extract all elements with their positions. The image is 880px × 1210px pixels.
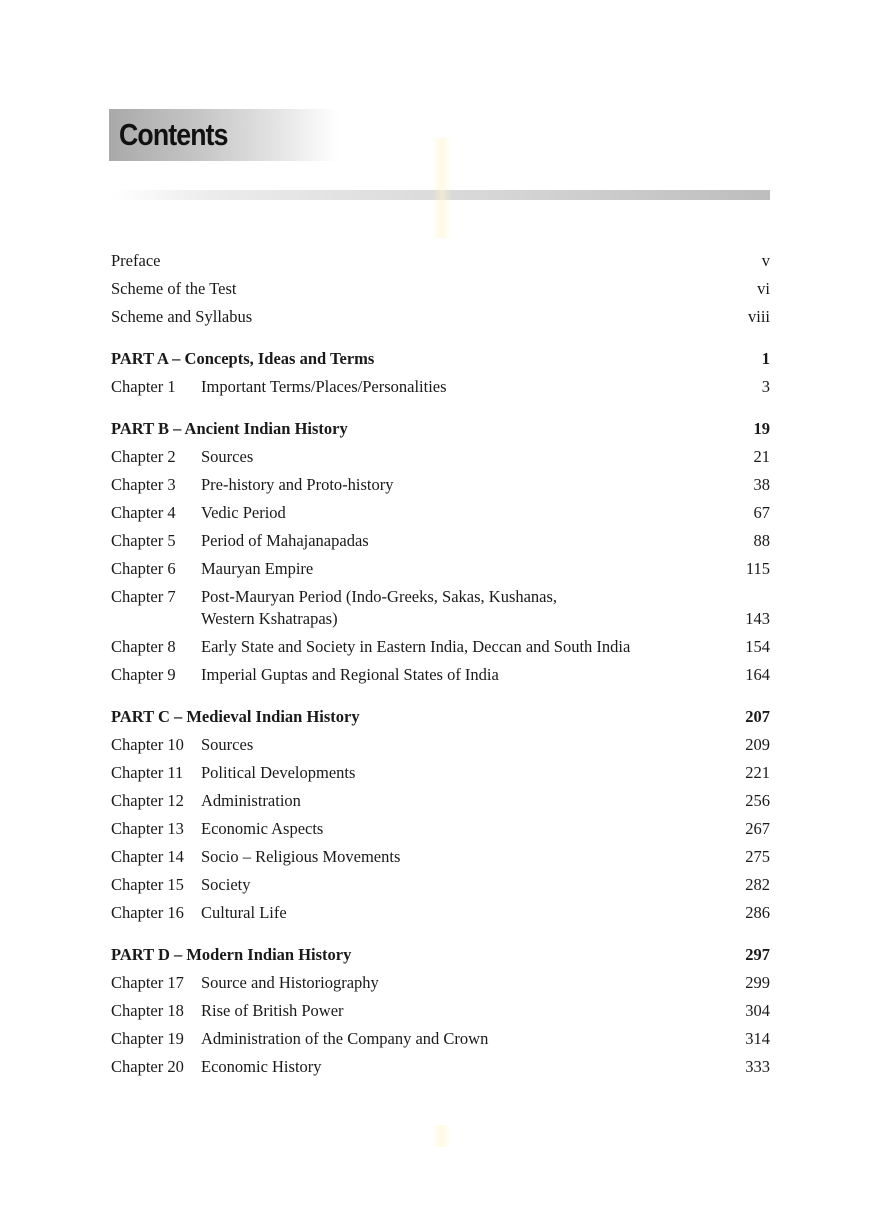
- page-number: 282: [745, 875, 770, 894]
- chapter-label: Chapter 3: [111, 475, 176, 494]
- toc-chapter-17[interactable]: [111, 969, 770, 997]
- scan-mark: [432, 138, 452, 238]
- page-number: 333: [745, 1057, 770, 1076]
- page-number: v: [761, 251, 770, 270]
- chapter-title: Sources: [201, 447, 254, 466]
- toc-chapter-13[interactable]: [111, 815, 770, 843]
- page-number: 38: [753, 475, 770, 494]
- chapter-title: Mauryan Empire: [201, 559, 314, 578]
- page-number: 209: [745, 735, 770, 754]
- page-number: 88: [753, 531, 770, 550]
- entry-title: Scheme and Syllabus: [111, 307, 253, 326]
- chapter-title: Early State and Society in Eastern India, Deccan and South India: [201, 637, 631, 656]
- toc-part-b[interactable]: [111, 415, 770, 443]
- page-number: 21: [753, 447, 770, 466]
- toc-chapter-6[interactable]: [111, 555, 770, 583]
- chapter-label: Chapter 8: [111, 637, 176, 656]
- part-title: PART A – Concepts, Ideas and Terms: [111, 349, 375, 368]
- part-title: PART C – Medieval Indian History: [111, 707, 360, 726]
- chapter-title: Cultural Life: [201, 903, 287, 922]
- chapter-title: Socio – Religious Movements: [201, 847, 401, 866]
- page-number: 67: [753, 503, 770, 522]
- chapter-label: Chapter 4: [111, 503, 176, 522]
- chapter-label: Chapter 19: [111, 1029, 184, 1048]
- chapter-title: Imperial Guptas and Regional States of India: [201, 665, 499, 684]
- toc-part-d[interactable]: [111, 941, 770, 969]
- page-number: 115: [745, 559, 770, 578]
- chapter-title: Period of Mahajanapadas: [201, 531, 369, 550]
- chapter-label: Chapter 6: [111, 559, 176, 578]
- chapter-title: Important Terms/Places/Personalities: [201, 377, 447, 396]
- chapter-label: Chapter 14: [111, 847, 184, 866]
- toc-chapter-18[interactable]: [111, 997, 770, 1025]
- chapter-label: Chapter 16: [111, 903, 184, 922]
- part-title: PART D – Modern Indian History: [111, 945, 352, 964]
- scan-mark-bottom: [432, 1125, 452, 1147]
- page-number: 286: [745, 903, 770, 922]
- page-number: vi: [757, 279, 770, 298]
- page-number: viii: [747, 307, 770, 326]
- toc-chapter-1[interactable]: [111, 373, 770, 401]
- toc-part-c[interactable]: [111, 703, 770, 731]
- chapter-label: Chapter 9: [111, 665, 176, 684]
- chapter-title: Political Developments: [201, 763, 356, 782]
- page-number: 297: [745, 945, 770, 964]
- toc-chapter-10[interactable]: [111, 731, 770, 759]
- toc-chapter-3[interactable]: [111, 471, 770, 499]
- chapter-label: Chapter 18: [111, 1001, 184, 1020]
- toc-chapter-16[interactable]: [111, 899, 770, 927]
- chapter-title: Society: [201, 875, 251, 894]
- page-number: 314: [745, 1029, 770, 1048]
- entry-title: Scheme of the Test: [111, 279, 237, 298]
- page-number: 304: [745, 1001, 770, 1020]
- toc-chapter-5[interactable]: [111, 527, 770, 555]
- chapter-title: Administration: [201, 791, 301, 810]
- chapter-title-line-2: Western Kshatrapas): [201, 609, 338, 628]
- page-number: 299: [745, 973, 770, 992]
- page-number: 19: [753, 419, 770, 438]
- chapter-title: Rise of British Power: [201, 1001, 344, 1020]
- chapter-title: Administration of the Company and Crown: [201, 1029, 489, 1048]
- chapter-title: Sources: [201, 735, 254, 754]
- chapter-label: Chapter 17: [111, 973, 184, 992]
- toc-entry-preface[interactable]: [111, 247, 770, 275]
- page-number: 1: [761, 349, 770, 368]
- chapter-title: Pre-history and Proto-history: [201, 475, 394, 494]
- page-number: 154: [745, 637, 770, 656]
- page-number: 256: [745, 791, 770, 810]
- chapter-title: Vedic Period: [201, 503, 286, 522]
- page-number: 164: [745, 665, 770, 684]
- chapter-label: Chapter 15: [111, 875, 184, 894]
- chapter-label: Chapter 11: [111, 763, 184, 782]
- chapter-title: [111, 586, 681, 630]
- page-number: 221: [745, 763, 770, 782]
- chapter-label: Chapter 1: [111, 377, 176, 396]
- chapter-label: Chapter 13: [111, 819, 184, 838]
- toc-chapter-7[interactable]: [111, 583, 770, 633]
- page-number: 267: [745, 819, 770, 838]
- toc-chapter-20[interactable]: [111, 1053, 770, 1081]
- chapter-label: Chapter 10: [111, 735, 184, 754]
- toc-chapter-15[interactable]: [111, 871, 770, 899]
- toc-chapter-11[interactable]: [111, 759, 770, 787]
- chapter-label: Chapter 5: [111, 531, 176, 550]
- page-number: 275: [745, 847, 770, 866]
- table-of-contents: [111, 247, 770, 1081]
- toc-chapter-19[interactable]: [111, 1025, 770, 1053]
- part-title: PART B – Ancient Indian History: [111, 419, 348, 438]
- page-number: 207: [745, 707, 770, 726]
- toc-chapter-8[interactable]: [111, 633, 770, 661]
- chapter-label: Chapter 2: [111, 447, 176, 466]
- toc-chapter-2[interactable]: [111, 443, 770, 471]
- toc-entry-scheme-of-test[interactable]: [111, 275, 770, 303]
- chapter-title: Economic Aspects: [201, 819, 324, 838]
- toc-chapter-4[interactable]: [111, 499, 770, 527]
- page-number: 143: [745, 609, 770, 628]
- chapter-title-line-1: Post-Mauryan Period (Indo-Greeks, Sakas, Kushanas,: [201, 587, 558, 606]
- toc-chapter-9[interactable]: [111, 661, 770, 689]
- page-number: 3: [761, 377, 770, 396]
- chapter-label: Chapter 7: [111, 587, 176, 606]
- chapter-label: Chapter 12: [111, 791, 184, 810]
- toc-chapter-14[interactable]: [111, 843, 770, 871]
- entry-title: Preface: [111, 251, 161, 270]
- chapter-title: Economic History: [201, 1057, 322, 1076]
- page-title: Contents: [119, 117, 228, 152]
- chapter-title: Source and Historiography: [201, 973, 379, 992]
- toc-entry-scheme-syllabus[interactable]: [111, 303, 770, 331]
- toc-chapter-12[interactable]: [111, 787, 770, 815]
- chapter-label: Chapter 20: [111, 1057, 184, 1076]
- toc-part-a[interactable]: [111, 345, 770, 373]
